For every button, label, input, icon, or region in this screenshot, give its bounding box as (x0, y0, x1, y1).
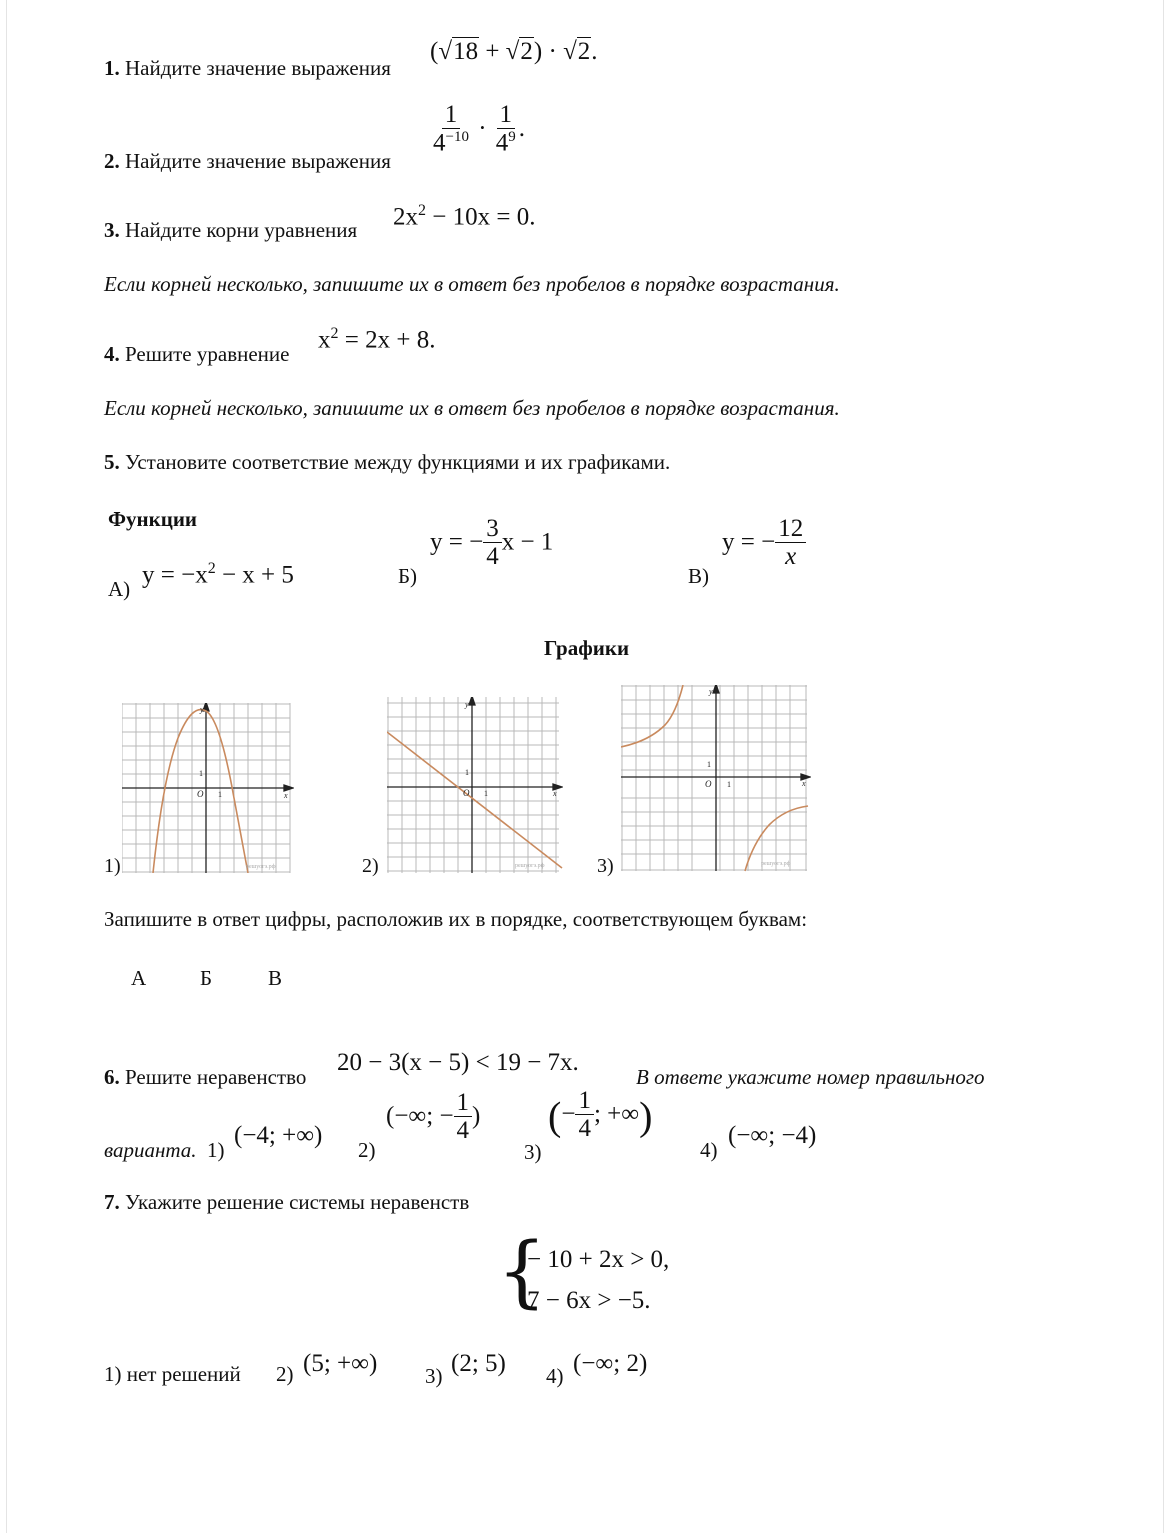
q7-number: 7. (104, 1190, 120, 1214)
q7-option-4-label: 4) (546, 1364, 564, 1388)
q6-text: Решите неравенство (125, 1065, 307, 1089)
q2-line (104, 149, 391, 174)
svg-text:1: 1 (465, 768, 469, 777)
graph-3 (621, 685, 811, 873)
q6-instruction: В ответе укажите номер правильного (636, 1065, 985, 1089)
svg-text:1: 1 (199, 769, 203, 778)
q5-number: 5. (104, 450, 120, 474)
svg-text:1: 1 (484, 789, 488, 798)
q7-option-1: 1) нет решений (104, 1362, 241, 1386)
q6-instruction-cont: варианта. (104, 1138, 197, 1162)
graph-3-axes (621, 685, 810, 871)
graph-2-line (387, 732, 562, 868)
graph-2-label: 2) (362, 855, 379, 877)
graph-3-watermark: решуогэ.рф (761, 861, 791, 867)
svg-text:x: x (553, 789, 557, 798)
q6-option-1-label: 1) (207, 1138, 225, 1162)
q2-number: 2. (104, 149, 120, 173)
answer-letter-a: А (131, 966, 147, 990)
q6-option-4-label: 4) (700, 1138, 718, 1162)
q7-text: Укажите решение системы неравенств (125, 1190, 470, 1214)
q1-number: 1. (104, 56, 120, 80)
func-b-formula: y = − $\frac{3}{4}$ x − 1 (430, 515, 554, 571)
q6-line (104, 1065, 306, 1090)
q6-option-3-label: 3) (524, 1140, 542, 1164)
q7-option-2: (5; +∞) (303, 1350, 378, 1377)
functions-header: Функции (108, 507, 198, 531)
graph-2-watermark: решуогэ.рф (515, 863, 545, 869)
q2-expression: $\frac{1}{4^{-10}}$ · $\frac{1}{4^9}$ . (433, 101, 526, 157)
q5-answer-prompt: Запишите в ответ цифры, расположив их в порядке, соответствующем буквам: (104, 907, 808, 931)
func-a-formula: $y = -x^2 - x + 5$ (142, 560, 294, 589)
func-v-label: В) (688, 564, 709, 588)
graph-3-grid (621, 685, 807, 871)
q4-number: 4. (104, 342, 120, 366)
q6-number: 6. (104, 1065, 120, 1089)
q1-text: Найдите значение выражения (125, 56, 391, 80)
svg-text:y: y (465, 700, 469, 709)
graphs-header: Графики (544, 636, 630, 660)
svg-text:y: y (200, 705, 204, 714)
q1-line (104, 56, 391, 81)
q6-option-2: (−∞; − $\frac{1}{4}$ ) (386, 1089, 481, 1145)
svg-text:1: 1 (727, 780, 731, 789)
graph-2 (387, 697, 563, 873)
system-line-1: − 10 + 2x > 0, (527, 1246, 670, 1273)
q5-text: Установите соответствие между функциями и их графиками. (125, 450, 671, 474)
answer-letter-b: Б (200, 966, 213, 990)
answer-letter-v: В (268, 966, 283, 990)
q2-text: Найдите значение выражения (125, 149, 391, 173)
svg-text:1: 1 (218, 790, 222, 799)
q7-option-3-label: 3) (425, 1364, 443, 1388)
graph-3-branch-left (621, 685, 683, 747)
q3-line (104, 218, 357, 243)
q7-option-4: (−∞; 2) (573, 1350, 648, 1377)
svg-text:O: O (197, 789, 204, 799)
q3-text: Найдите корни уравнения (125, 218, 358, 242)
q7-option-3: (2; 5) (451, 1350, 506, 1377)
svg-text:x: x (802, 779, 806, 788)
graph-1-label: 1) (104, 855, 121, 877)
func-a-label: А) (108, 577, 131, 601)
system-brace: { (497, 1227, 547, 1317)
q1-expression: (√18 + √2) · √2. (430, 38, 598, 65)
graph-1-watermark: решуогэ.рф (246, 864, 276, 870)
svg-text:x: x (284, 791, 288, 800)
q4-line (104, 342, 289, 367)
q4-note: Если корней несколько, запишите их в ответ без пробелов в порядке возрастания. (104, 396, 840, 420)
q6-option-4: (−∞; −4) (728, 1122, 817, 1149)
q7-option-2-label: 2) (276, 1362, 294, 1386)
q6-option-1: (−4; +∞) (234, 1122, 323, 1149)
graph-1-axes (122, 703, 293, 873)
q4-text: Решите уравнение (125, 342, 290, 366)
system-line-2: 7 − 6x > −5. (527, 1287, 651, 1314)
func-v-formula: y = − $\frac{12}{x}$ (722, 516, 806, 572)
func-b-label: Б) (398, 564, 418, 588)
q3-equation: $2x^2 - 10x = 0$. (393, 202, 536, 231)
q6-inequality: 20 − 3(x − 5) < 19 − 7x. (337, 1049, 579, 1076)
q5-line (104, 450, 670, 475)
q6-option-2-label: 2) (358, 1138, 376, 1162)
svg-text:y: y (709, 687, 713, 696)
svg-text:O: O (705, 779, 712, 789)
svg-text:O: O (463, 788, 470, 798)
q7-line (104, 1190, 469, 1215)
q6-option-3: (− $\frac{1}{4}$ ; +∞) (548, 1087, 653, 1143)
q3-number: 3. (104, 218, 120, 242)
q3-note: Если корней несколько, запишите их в ответ без пробелов в порядке возрастания. (104, 272, 840, 296)
q4-equation: $x^2 = 2x + 8$. (318, 325, 436, 354)
graph-1 (122, 703, 294, 873)
svg-text:1: 1 (707, 760, 711, 769)
graph-3-label: 3) (597, 855, 614, 877)
